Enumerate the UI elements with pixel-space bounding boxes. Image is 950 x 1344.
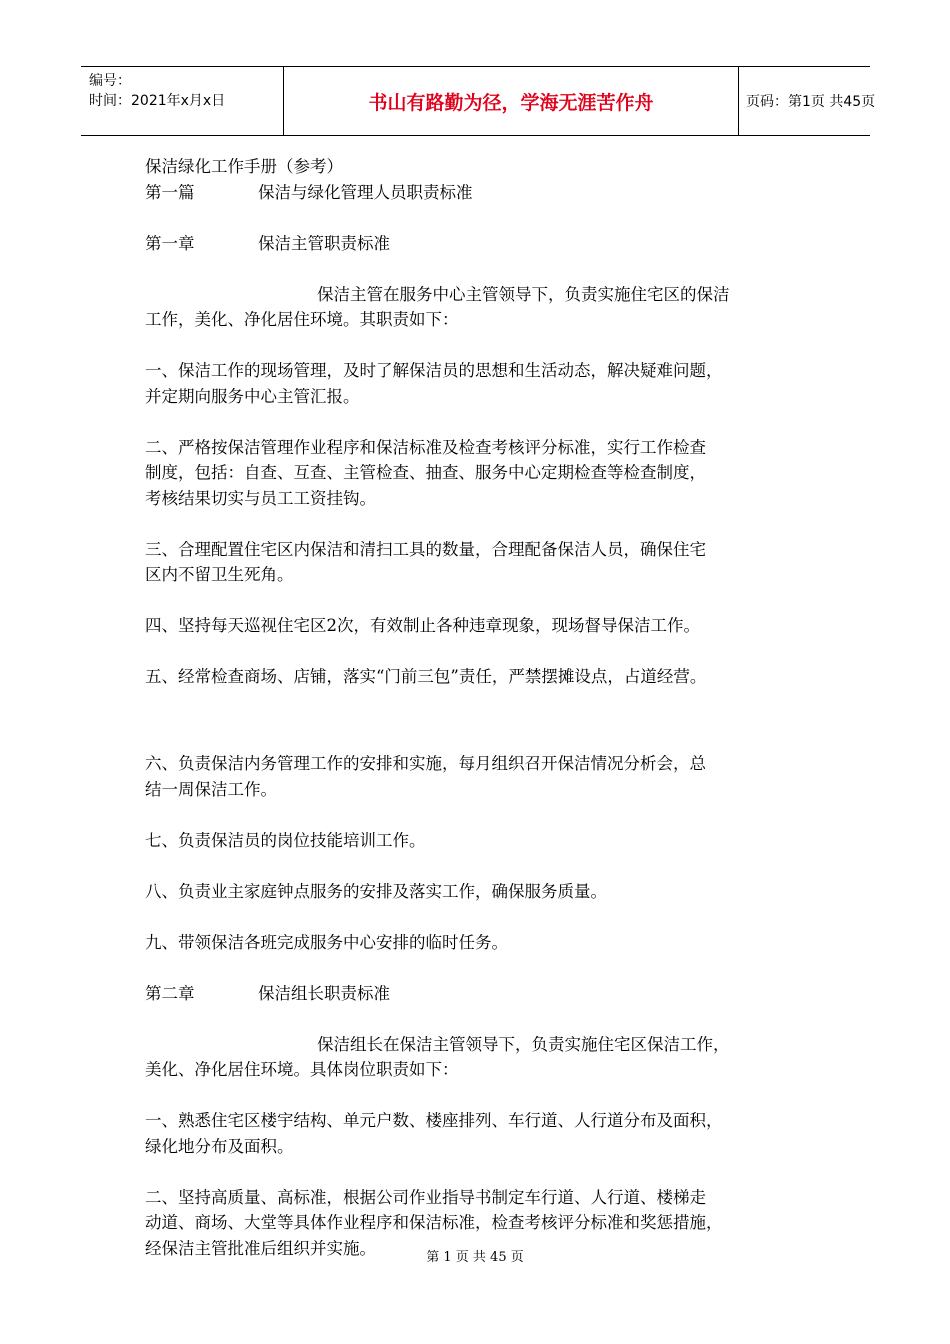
chapter2-intro-line: 保洁组长在保洁主管领导下，负责实施住宅区保洁工作， bbox=[317, 1034, 730, 1054]
duty-line: 二、严格按保洁管理作业程序和保洁标准及检查考核评分标准，实行工作检查 bbox=[145, 437, 706, 457]
page-footer: 第 1 页 共 45 页 bbox=[426, 1250, 524, 1265]
duty-line: 结一周保洁工作。 bbox=[145, 779, 277, 799]
chapter2-number: 第二章 bbox=[145, 983, 195, 1003]
duty-line: 二、坚持高质量、高标准，根据公司作业指导书制定车行道、人行道、楼梯走 bbox=[145, 1187, 706, 1207]
number-label: 编号： bbox=[89, 73, 131, 89]
part-title: 保洁与绿化管理人员职责标准 bbox=[258, 182, 473, 202]
chapter2-title: 保洁组长职责标准 bbox=[258, 983, 390, 1003]
duty-line: 五、经常检查商场、店铺，落实“门前三包”责任，严禁摆摊设点，占道经营。 bbox=[145, 667, 707, 686]
page-header bbox=[81, 66, 876, 136]
duty-line: 六、负责保洁内务管理工作的安排和实施，每月组织召开保洁情况分析会，总 bbox=[145, 754, 706, 773]
duty-line: 一、保洁工作的现场管理，及时了解保洁员的思想和生活动态，解决疑难问题， bbox=[145, 361, 723, 380]
duty-line: 经保洁主管批准后组织并实施。 bbox=[145, 1238, 376, 1258]
chapter1-heading bbox=[145, 231, 825, 257]
header-page-info: 页码：第1页 共45页 bbox=[746, 94, 876, 110]
document-body bbox=[145, 154, 825, 1261]
chapter1-intro-line: 保洁主管在服务中心主管领导下，负责实施住宅区的保洁 bbox=[317, 284, 730, 304]
chapter2-intro-line: 美化、净化居住环境。具体岗位职责如下： bbox=[145, 1060, 459, 1079]
duty-line: 绿化地分布及面积。 bbox=[145, 1136, 294, 1156]
duty-line: 三、合理配置住宅区内保洁和清扫工具的数量，合理配备保洁人员，确保住宅 bbox=[145, 539, 706, 559]
chapter1-number: 第一章 bbox=[145, 233, 195, 253]
duty-line: 考核结果切实与员工工资挂钩。 bbox=[145, 488, 376, 508]
chapter1-intro-line: 工作，美化、净化居住环境。其职责如下： bbox=[145, 310, 459, 329]
chapter2-heading bbox=[145, 981, 825, 1007]
part-heading bbox=[145, 180, 825, 206]
duty-line: 八、负责业主家庭钟点服务的安排及落实工作，确保服务质量。 bbox=[145, 881, 607, 901]
duty-line: 四、坚持每天巡视住宅区2次，有效制止各种违章现象，现场督导保洁工作。 bbox=[145, 616, 700, 635]
duty-line: 七、负责保洁员的岗位技能培训工作。 bbox=[145, 830, 426, 850]
duty-line: 动道、商场、大堂等具体作业程序和保洁标准，检查考核评分标准和奖惩措施， bbox=[145, 1213, 723, 1232]
duty-line: 一、熟悉住宅区楼宇结构、单元户数、楼座排列、车行道、人行道分布及面积， bbox=[145, 1111, 723, 1130]
header-motto: 书山有路勤为径，学海无涯苦作舟 bbox=[284, 67, 739, 135]
duty-line: 并定期向服务中心主管汇报。 bbox=[145, 386, 360, 406]
duty-line: 制度，包括：自查、互查、主管检查、抽查、服务中心定期检查等检查制度， bbox=[145, 463, 706, 482]
header-meta bbox=[81, 67, 284, 135]
duty-line: 九、带领保洁各班完成服务中心安排的临时任务。 bbox=[145, 932, 508, 952]
duty-line: 区内不留卫生死角。 bbox=[145, 565, 294, 584]
chapter1-title: 保洁主管职责标准 bbox=[258, 233, 390, 253]
time-label: 时间：2021年x月x日 bbox=[89, 93, 226, 109]
part-number: 第一篇 bbox=[145, 182, 195, 202]
doc-title: 保洁绿化工作手册（参考） bbox=[145, 157, 343, 176]
